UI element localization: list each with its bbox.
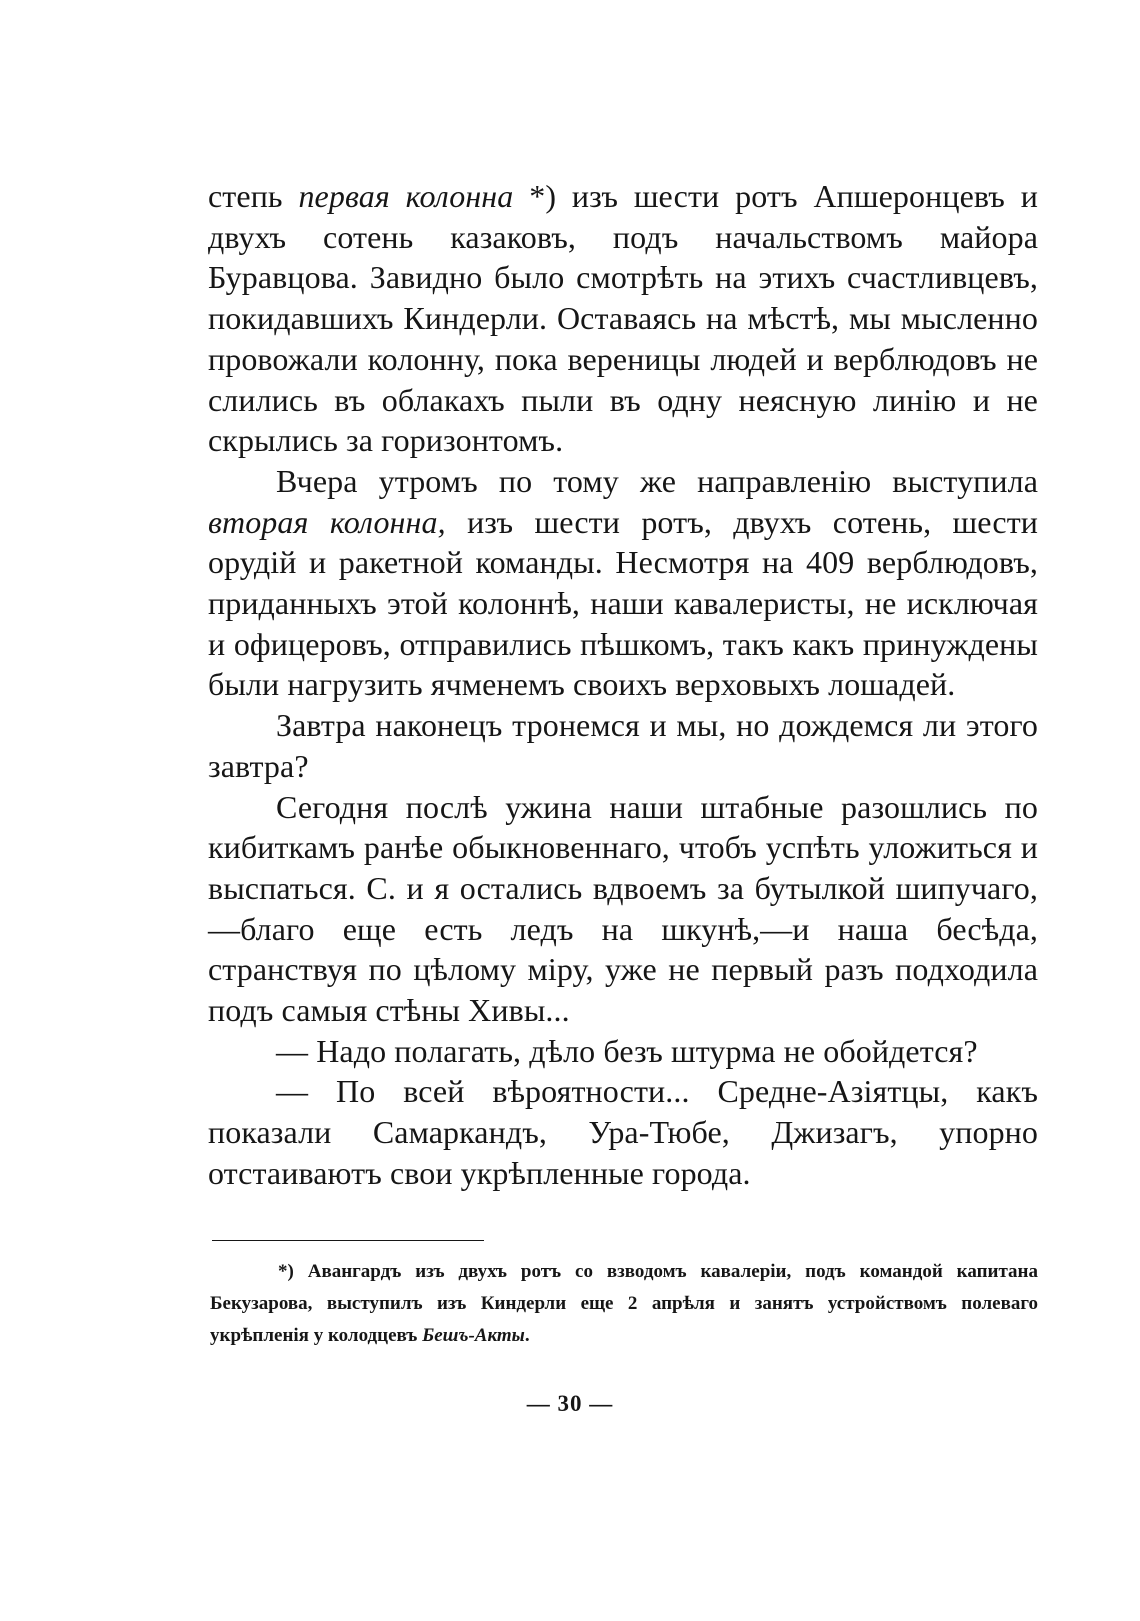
italic-phrase: первая колонна (298, 178, 514, 214)
text-segment: изъ шести ротъ, двухъ сотень, шести орудій и ракетной команды. Несмотря на 409 верблюдовъ, приданныхъ этой колоннѣ, наши кавалеристы, не исключая и офицеровъ, отправились пѣшкомъ, такъ какъ принуждены были нагрузить ячменемъ своихъ верховыхъ лошадей. (208, 503, 1039, 703)
dialogue-line: — По всей вѣроятности... Средне-Азіятцы, какъ показали Самаркандъ, Ура-Тюбе, Джизагъ, упорно отстаиваютъ свои укрѣпленные города. (208, 1073, 1038, 1191)
footnote-divider (212, 1240, 484, 1241)
paragraph-1 (208, 176, 1038, 461)
text-segment: Сегодня послѣ ужина наши штабные разошлись по кибиткамъ ранѣе обыкновеннаго, чтобъ успѣть уложиться и выспаться. С. и я остались вдвоемъ за бутылкой шипучаго,—благо еще есть ледъ на шкунѣ,—и наша бесѣда, странствуя по цѣлому міру, уже не первый разъ подходила подъ самыя стѣны Хивы... (208, 788, 1038, 1029)
paragraph-5 (208, 1031, 1038, 1072)
text-segment: *) изъ шести ротъ Апшеронцевъ и двухъ сотень казаковъ, подъ начальствомъ майора Буравцова. Завидно было смотрѣть на этихъ счастливцевъ, покидавшихъ Киндерли. Оставаясь на мѣстѣ, мы мысленно провожали колонну, пока вереницы людей и верблюдовъ не слились въ облакахъ пыли въ одну неясную линію и не скрылись за горизонтомъ. (208, 178, 1038, 459)
paragraph-6 (208, 1071, 1038, 1193)
paragraph-4 (208, 787, 1038, 1031)
body-text (208, 176, 1038, 1194)
footnote (210, 1256, 1038, 1352)
footnote-text: *) Авангардъ изъ двухъ ротъ со взводомъ кавалеріи, подъ командой капитана Бекузарова, выступилъ изъ Киндерли еще 2 апрѣля и занятъ устройствомъ полеваго укрѣпленія у колодцевъ (210, 1261, 1038, 1346)
paragraph-3 (208, 705, 1038, 786)
paragraph-2 (208, 461, 1038, 705)
text-segment: степь (208, 178, 299, 214)
footnote-italic-place: Бешъ-Акты (422, 1325, 525, 1346)
text-segment: Завтра наконецъ тронемся и мы, но дождемся ли этого завтра? (208, 707, 1038, 784)
page-number: — 30 — (526, 1391, 614, 1416)
dialogue-line: — Надо полагать, дѣло безъ штурма не обойдется? (276, 1032, 978, 1069)
italic-phrase: вторая колонна, (208, 503, 446, 540)
footnote-text-end: . (524, 1325, 530, 1346)
text-segment: Вчера утромъ по тому же направленію выступила (276, 462, 1038, 499)
